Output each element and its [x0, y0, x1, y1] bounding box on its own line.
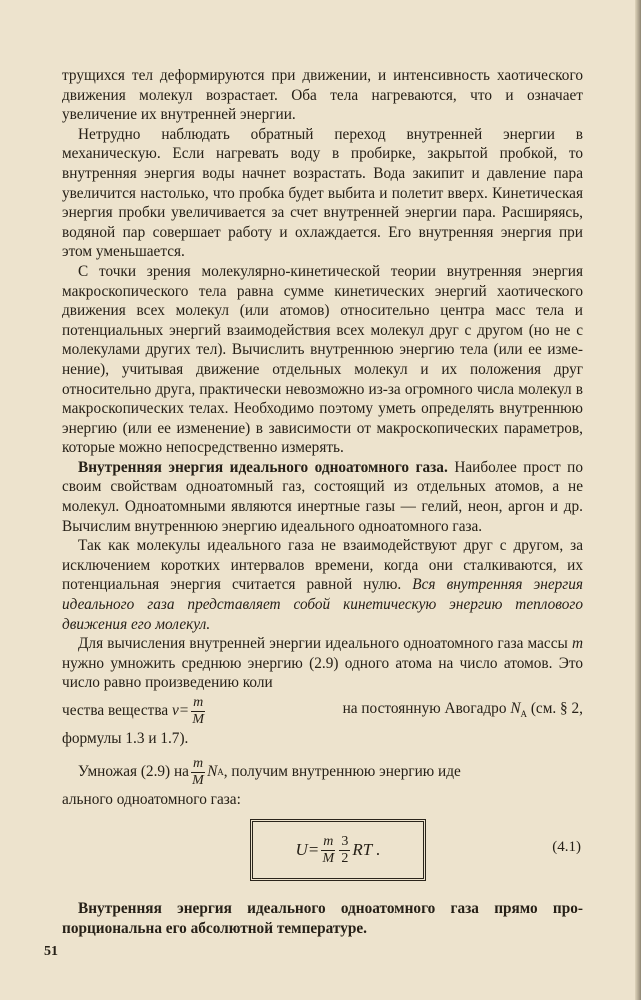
fraction-denominator: 2: [341, 850, 349, 866]
avogadro-symbol: N: [207, 763, 218, 781]
formula-4-1: [250, 819, 426, 881]
fraction-denominator: M: [192, 712, 204, 727]
formula-fraction-3-2: [339, 835, 350, 866]
fraction-numerator: m: [323, 833, 334, 849]
multiply-start: Умножая (2.9) на: [78, 763, 189, 781]
conclusion-statement: Внутренняя энергия идеального одноатомного газа прямо пропорциональна его абсолютной температуре.: [62, 900, 583, 937]
formula-lhs: U=: [295, 840, 320, 860]
amount-line-end: (см. § 2,: [527, 699, 583, 717]
avogadro-subscript: A: [217, 767, 224, 778]
fraction-numerator: m: [192, 755, 204, 771]
fraction-denominator: M: [322, 850, 335, 866]
multiply-tail: ального одноатомного газа:: [62, 790, 241, 808]
amount-line-left: [62, 696, 207, 727]
fraction-numerator: 3: [341, 833, 349, 849]
interaction-text: Так как молекулы идеального газа не взаимодействуют друг с другом, за исключением коротких интервалов времени, когда они сталкиваются, их потенциальная энергия считается равной нулю.: [62, 537, 583, 594]
amount-formula-line: [62, 696, 583, 727]
fraction-numerator: m: [193, 695, 204, 710]
amount-tail: формулы 1.3 и 1.7).: [62, 730, 189, 747]
paragraph-mkt-definition: С точки зрения молекулярно-кинетической теории внутренняя энергия макроскопического тела равна сумме кинетических энергий хаотического движения всех молекул (или атомов) относительно центра масс тела и потенциальных энергий взаимодействия всех молекул друг с другом (но не с молекулами других тел). Вычислить внутреннюю энергию тела (или ее изменение), учитывая движение отдельных молекул и их положения друг относительно друга, практически невозможно из-за огромного числа молекул в макроскопических телах. Необходимо поэтому уметь определять внутреннюю энергию (или ее изменение) в зависимости от макроскопических параметров, которые можно непосредственно измерять.: [62, 262, 583, 457]
avogadro-subscript: A: [520, 709, 528, 720]
paragraph-reverse-transition: Нетрудно наблюдать обратный переход внутренней энергии в механическую. Если нагревать воду в пробирке, закрытой пробкой, то внутренняя энергия воды начнет возрастать. Вода закипит и давление пара увеличится настолько, что пробка будет выбита и полетит вверх. Кинетическая энергия пробки увеличивается за счет внутренней энергии пара. Расширяясь, водяной пар совершает работу и охлаждается. Его внутренняя энергия при этом уменьшается.: [62, 125, 583, 261]
interaction-italic: Вся внутренняя энергия идеального газа представляет собой кинетическую энергию теплового движения его молекул.: [62, 576, 584, 633]
formula-block: [62, 817, 583, 881]
paragraph-friction: трущихся тел деформируются при движении, и интенсивность хаотического движения молекул возрастает. Оба тела нагреваются, что и означает увеличение их внутренней энергии.: [62, 67, 583, 124]
paragraph-amount-of-substance: [62, 634, 583, 693]
paragraph-no-interaction: [62, 536, 583, 634]
avogadro-symbol: N: [510, 699, 521, 717]
amount-text-1: Для вычисления внутренней энергии идеального одноатомного газа массы: [78, 635, 572, 653]
amount-line-start: чества вещества: [62, 702, 172, 720]
section-text: Наиболее прост по своим свойствам одноатомный газ, состоящий из отдельных атомов, а не молекул. Одноатомными являются инертные газы — гелий, неон, аргон и др. Вычислим внутреннюю энергию идеального одноатомного газа.: [62, 458, 583, 535]
multiply-line: [62, 757, 583, 788]
formula-fraction-m-M: [321, 835, 335, 866]
formula-number: (4.1): [552, 839, 581, 856]
section-heading: Внутренняя энергия идеального одноатомного газа.: [78, 458, 448, 476]
fraction-m-over-M: [191, 696, 205, 727]
multiply-mid: , получим внутреннюю энергию иде: [223, 763, 461, 781]
amount-text-2: нужно умножить среднюю энергию (2.9) одного атома на число атомов. Это число равно произведению коли: [62, 654, 583, 692]
formula-rhs: RT .: [352, 840, 381, 860]
fraction-denominator: M: [192, 772, 204, 788]
nu-equals: ν=: [171, 702, 190, 720]
amount-line-mid: на постоянную Авогадро: [342, 699, 511, 717]
fraction-m-over-M-2: [191, 757, 205, 788]
paragraph-monatomic-gas: [62, 458, 583, 536]
page-edge-shadow: [635, 0, 641, 1000]
var-m: m: [571, 635, 583, 653]
amount-line-right: [343, 699, 583, 724]
page-number: 51: [44, 944, 58, 959]
